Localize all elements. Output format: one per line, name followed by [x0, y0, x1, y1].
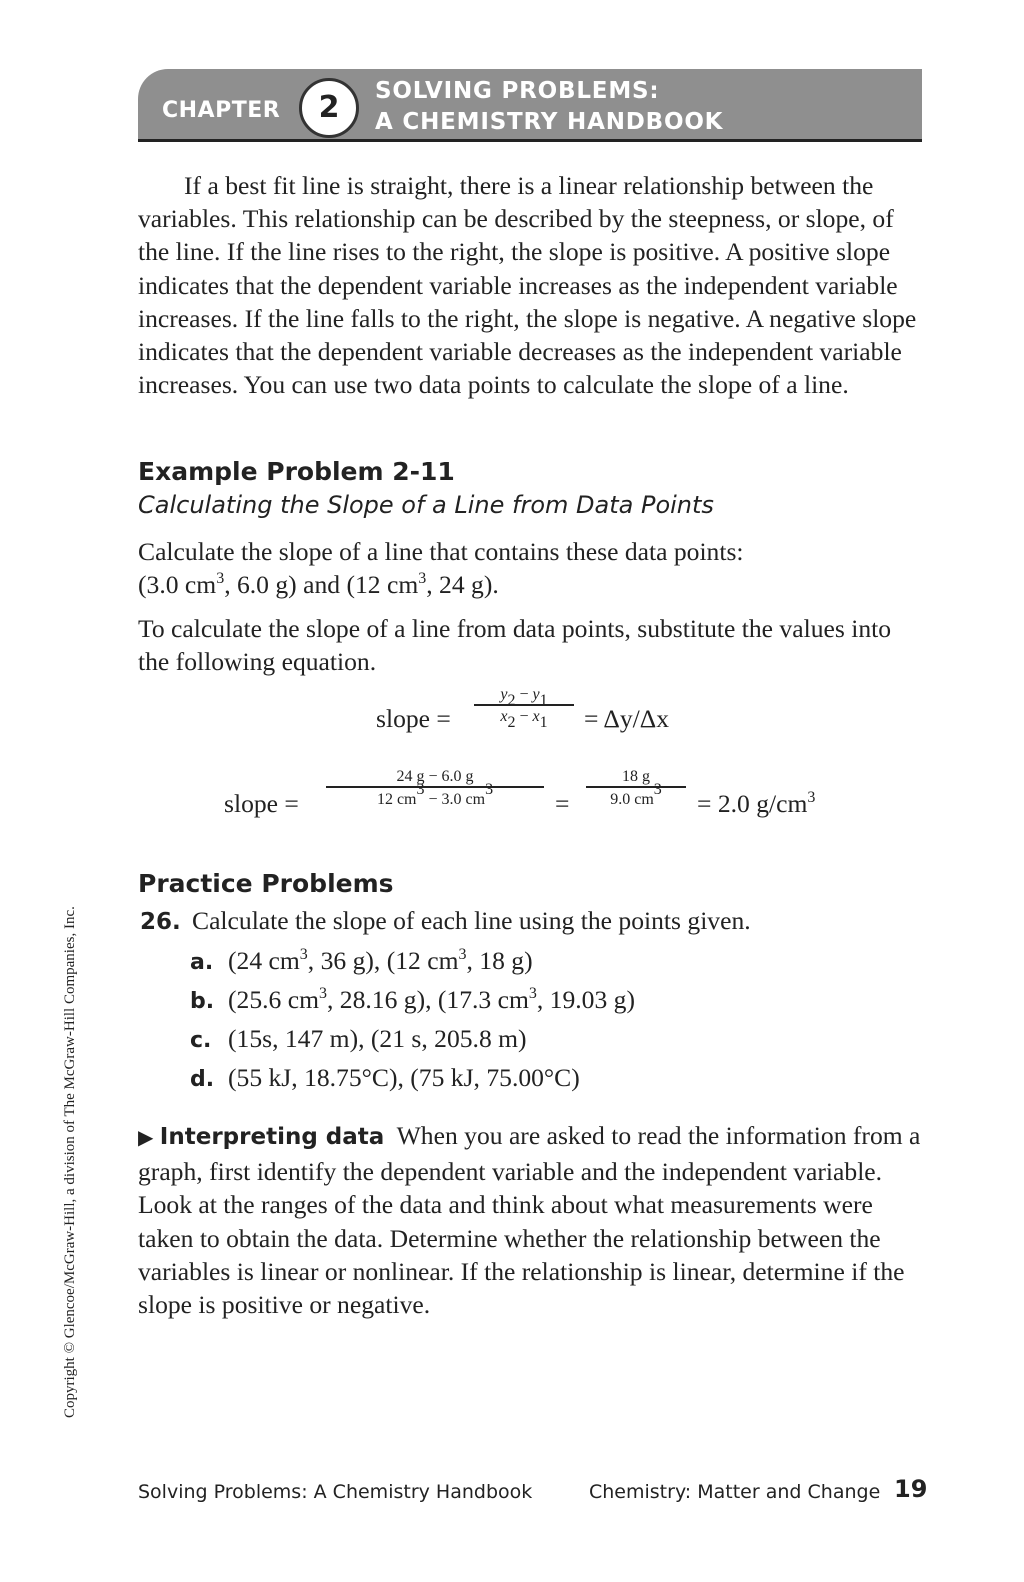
practice-item-d: d. (55 kJ, 18.75°C), (75 kJ, 75.00°C): [190, 1063, 580, 1092]
question-number: 26.: [140, 909, 181, 935]
example-heading: Example Problem 2-11: [138, 457, 455, 486]
question-text: Calculate the slope of each line using the points given.: [192, 906, 751, 935]
chapter-title: [375, 76, 723, 138]
copyright-notice: Copyright © Glencoe/McGraw-Hill, a division of The McGraw-Hill Companies, Inc.: [62, 906, 78, 1418]
eq1-rhs: = Δy/Δx: [584, 704, 670, 733]
page-number: 19: [894, 1475, 928, 1503]
practice-item-b: b. (25.6 $cm^3$, 28.16 g), (17.3 $cm^3$, 19.03 g): [190, 985, 635, 1014]
method-text: To calculate the slope of a line from data points, substitute the values into the following equation.: [138, 614, 892, 677]
chapter-number: 2: [318, 90, 340, 125]
chapter-number-badge: [299, 78, 359, 138]
chapter-header: [138, 69, 922, 142]
problem-line1: Calculate the slope of a line that contains these data points:: [138, 537, 744, 566]
problem-points: (3.0 $cm^3$, 6.0 g) and (12 $cm^3$, 24 g).: [138, 570, 499, 600]
example-subtitle: Calculating the Slope of a Line from Data Points: [138, 491, 714, 519]
eq2-fraction1: [326, 768, 544, 809]
practice-item-c: c. (15s, 147 m), (21 s, 205.8 m): [190, 1024, 527, 1053]
intro-paragraph: If a best fit line is straight, there is a linear relationship between the variables. This relationship can be described by the steepness, or slope, of the line. If the line rises to the right, the slope is positive. A positive slope indicates that the dependent variable increases as the independent variable increases. If the line falls to the right, the slope is negative. A negative slope indicates that the dependent variable decreases as the independent variable increases. You can use two data points to calculate the slope of a line.: [138, 171, 917, 400]
eq1-fraction: [474, 686, 574, 731]
interpreting-text: When you are asked to read the information from a graph, first identify the dependent variable and the independent variable. Look at the ranges of the data and think about what measurements were taken to obtain the data. Determine whether the relationship between the variables is linear or nonlinear. If the relationship is linear, determine if the slope is positive or negative.: [138, 1121, 921, 1320]
example-problem: [138, 535, 928, 601]
footer-series-title: Chemistry: Matter and Change: [589, 1481, 881, 1503]
eq2-frac2-denominator: 9.0 $cm^3$: [586, 786, 686, 809]
interpreting-lead: Interpreting data: [159, 1124, 385, 1150]
eq2-result: = 2.0 $g/cm^3$: [697, 789, 816, 818]
eq2-frac2-numerator: 18 g: [622, 768, 650, 785]
triangle-marker-icon: ▶: [138, 1127, 154, 1149]
eq2-frac1-denominator: 12 $cm^3 - 3.0$ $cm^3$: [326, 786, 544, 809]
interpreting-data-tip: [138, 1119, 928, 1321]
chapter-label: CHAPTER: [162, 98, 281, 123]
eq2-equals: =: [555, 789, 570, 818]
eq1-denominator: $x_2 - x_1$: [474, 704, 574, 726]
eq1-lhs: slope =: [376, 704, 451, 733]
eq1-numerator: $y_2 - y_1$: [500, 686, 548, 709]
chapter-title-line2: A CHEMISTRY HANDBOOK: [375, 109, 724, 135]
chapter-title-line1: SOLVING PROBLEMS:: [375, 78, 660, 104]
practice-item-a: a. (24 $cm^3$, 36 g), (12 $cm^3$, 18 g): [190, 946, 533, 975]
footer-book-title: Solving Problems: A Chemistry Handbook: [138, 1481, 533, 1503]
eq2-fraction2: [586, 768, 686, 809]
practice-heading: Practice Problems: [138, 869, 394, 898]
eq2-lhs: slope =: [224, 789, 299, 818]
eq2-frac1-numerator: 24 g − 6.0 g: [396, 768, 474, 785]
